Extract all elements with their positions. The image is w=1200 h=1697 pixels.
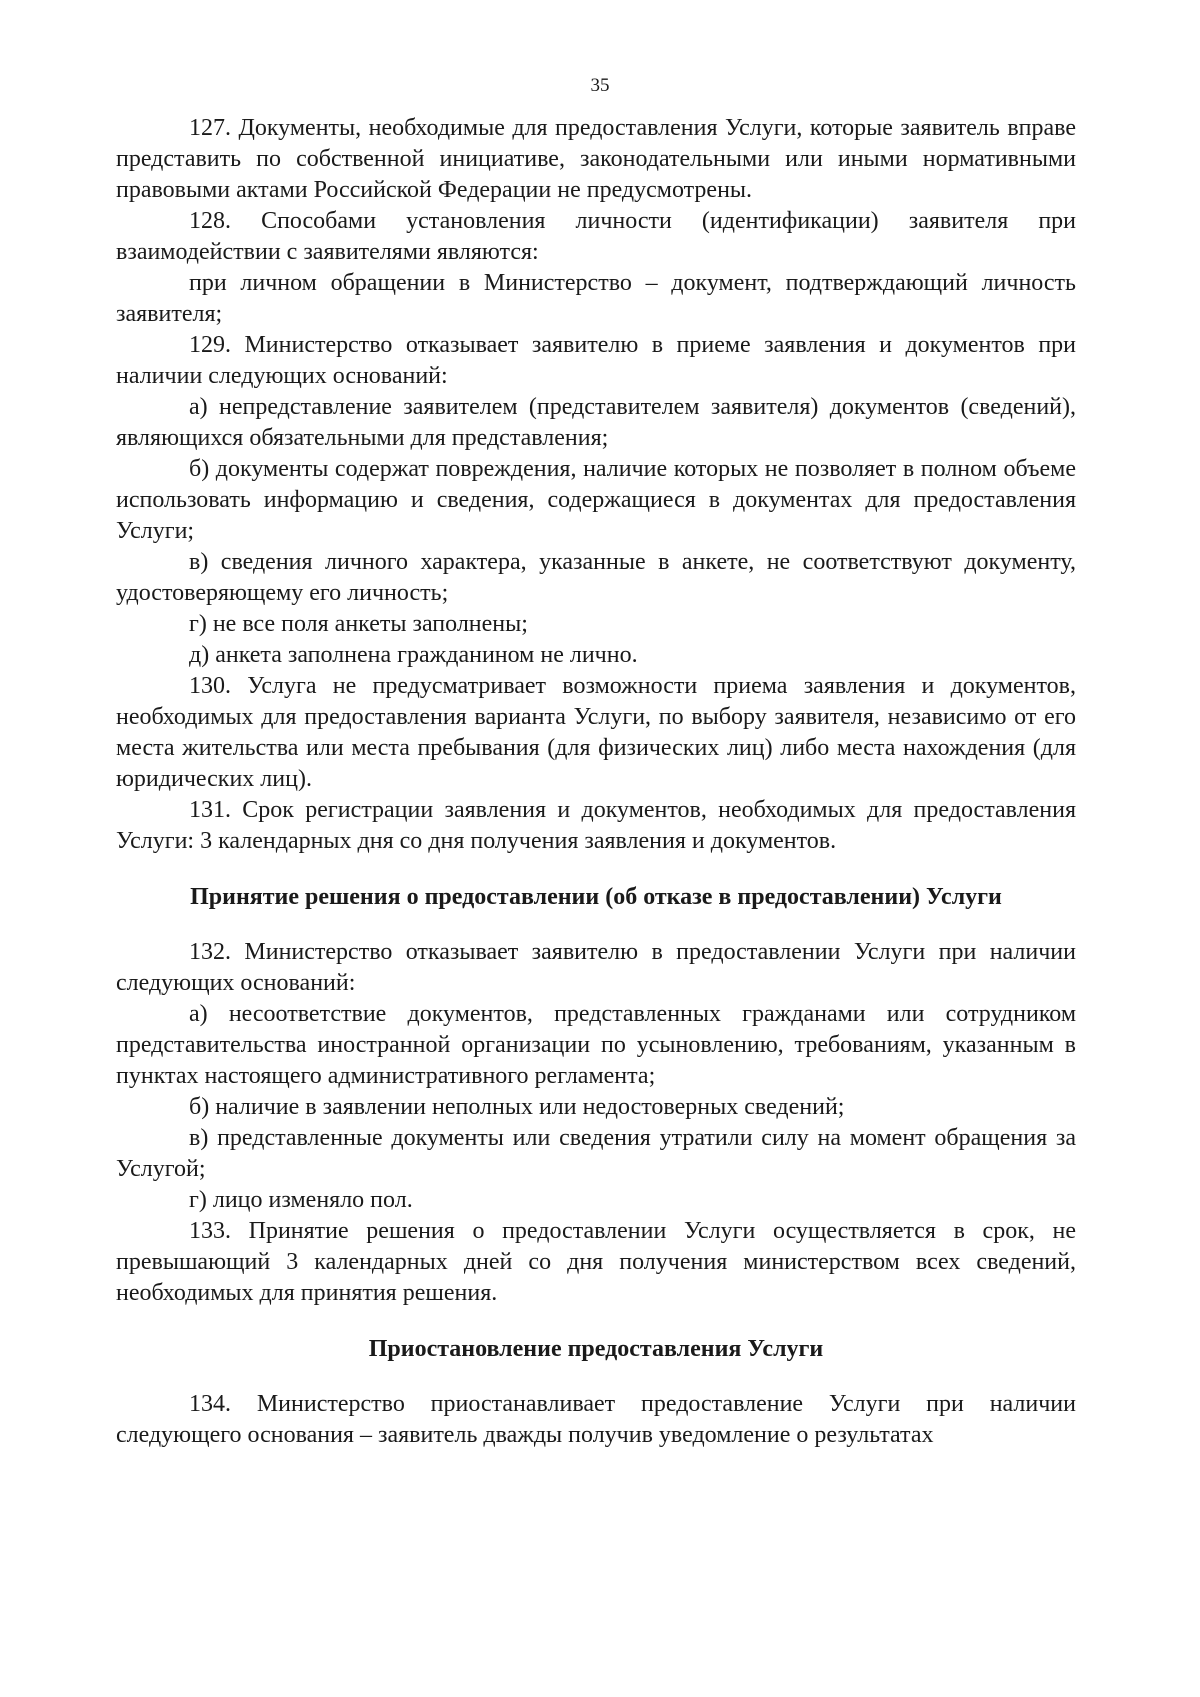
page-number: 35 (590, 75, 610, 96)
paragraph-129-item-v: в) сведения личного характера, указанные в анкете, не соответствуют документу, удостоверяющему его личность; (116, 549, 1076, 606)
paragraph-132-item-v: в) представленные документы или сведения утратили силу на момент обращения за Услугой; (116, 1125, 1076, 1182)
paragraph-130: 130. Услуга не предусматривает возможности приема заявления и документов, необходимых для предоставления варианта Услуги, по выбору заявителя, независимо от его места жительства или места пребывания (для физических лиц) либо места нахождения (для юридических лиц). (116, 673, 1076, 792)
paragraph-129-item-a: а) непредставление заявителем (представителем заявителя) документов (сведений), являющихся обязательными для представления; (116, 394, 1076, 451)
paragraph-128-item: при личном обращении в Министерство – документ, подтверждающий личность заявителя; (116, 270, 1076, 327)
paragraph-129-item-g: г) не все поля анкеты заполнены; (189, 611, 528, 637)
document-body (116, 113, 1076, 1451)
paragraph-129-item-b: б) документы содержат повреждения, наличие которых не позволяет в полном объеме использовать информацию и сведения, содержащиеся в документах для предоставления Услуги; (116, 456, 1076, 544)
paragraph-129-item-d: д) анкета заполнена гражданином не лично. (189, 642, 638, 668)
spacer (116, 913, 1076, 937)
paragraph-132-item-a: а) несоответствие документов, представленных гражданами или сотрудником представительства иностранной организации по усыновлению, требованиям, указанным в пунктах настоящего административного регламента; (116, 1001, 1076, 1089)
paragraph-128: 128. Способами установления личности (идентификации) заявителя при взаимодействии с заявителями являются: (116, 208, 1076, 265)
spacer (116, 857, 1076, 882)
paragraph-132: 132. Министерство отказывает заявителю в предоставлении Услуги при наличии следующих оснований: (116, 939, 1076, 996)
spacer (116, 1309, 1076, 1334)
section-heading-suspension: Приостановление предоставления Услуги (368, 1336, 824, 1362)
paragraph-127: 127. Документы, необходимые для предоставления Услуги, которые заявитель вправе представить по собственной инициативе, законодательными или иными нормативными правовыми актами Российской Федерации не предусмотрены. (116, 115, 1076, 203)
paragraph-131: 131. Срок регистрации заявления и документов, необходимых для предоставления Услуги: 3 календарных дня со дня получения заявления и документов. (116, 797, 1076, 854)
spacer (116, 1365, 1076, 1389)
paragraph-132-item-g: г) лицо изменяло пол. (189, 1187, 413, 1213)
paragraph-133: 133. Принятие решения о предоставлении Услуги осуществляется в срок, не превышающий 3 календарных дней со дня получения министерством всех сведений, необходимых для принятия решения. (116, 1218, 1076, 1306)
paragraph-134: 134. Министерство приостанавливает предоставление Услуги при наличии следующего основания – заявитель дважды получив уведомление о результатах (116, 1391, 1076, 1448)
paragraph-129: 129. Министерство отказывает заявителю в приеме заявления и документов при наличии следующих оснований: (116, 332, 1076, 389)
paragraph-132-item-b: б) наличие в заявлении неполных или недостоверных сведений; (189, 1094, 845, 1120)
section-heading-decision: Принятие решения о предоставлении (об отказе в предоставлении) Услуги (190, 884, 1002, 910)
